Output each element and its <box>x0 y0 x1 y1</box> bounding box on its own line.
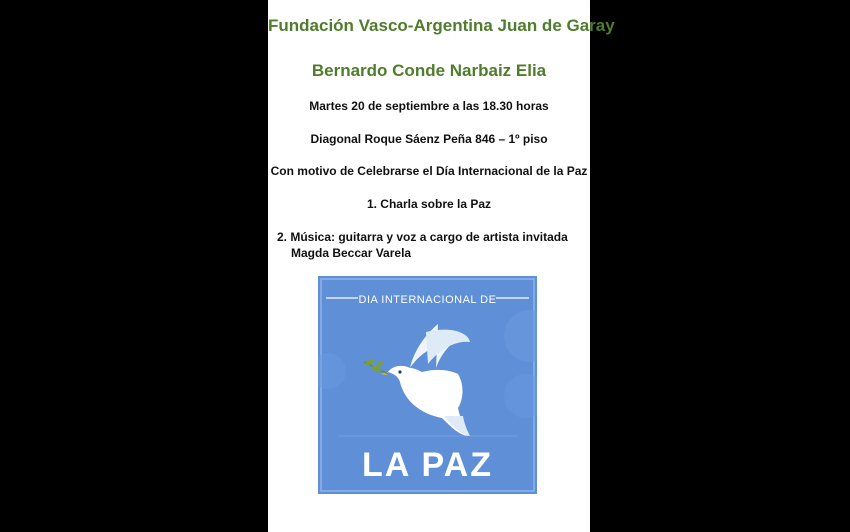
person-name: Bernardo Conde Narbaiz Elia <box>311 61 547 80</box>
poster-top-text: DIA INTERNACIONAL DE <box>358 294 497 306</box>
organization-title: Fundación Vasco-Argentina Juan de Garay <box>268 16 615 35</box>
event-motive: Con motivo de Celebrarse el Día Internacional de la Paz <box>270 164 588 178</box>
peace-day-poster <box>318 276 537 494</box>
poster-main-text: LA PAZ <box>362 446 493 484</box>
program-item-2: 2. Música: guitarra y voz a cargo de artista invitada <box>277 230 568 244</box>
program-item-2-artist: Magda Beccar Varela <box>291 246 412 260</box>
event-address: Diagonal Roque Sáenz Peña 846 – 1º piso <box>310 132 548 146</box>
program-item-1: 1. Charla sobre la Paz <box>366 197 492 211</box>
flyer-page <box>268 0 615 532</box>
event-date: Martes 20 de septiembre a las 18.30 horas <box>309 99 549 113</box>
poster-illustration <box>318 276 537 494</box>
